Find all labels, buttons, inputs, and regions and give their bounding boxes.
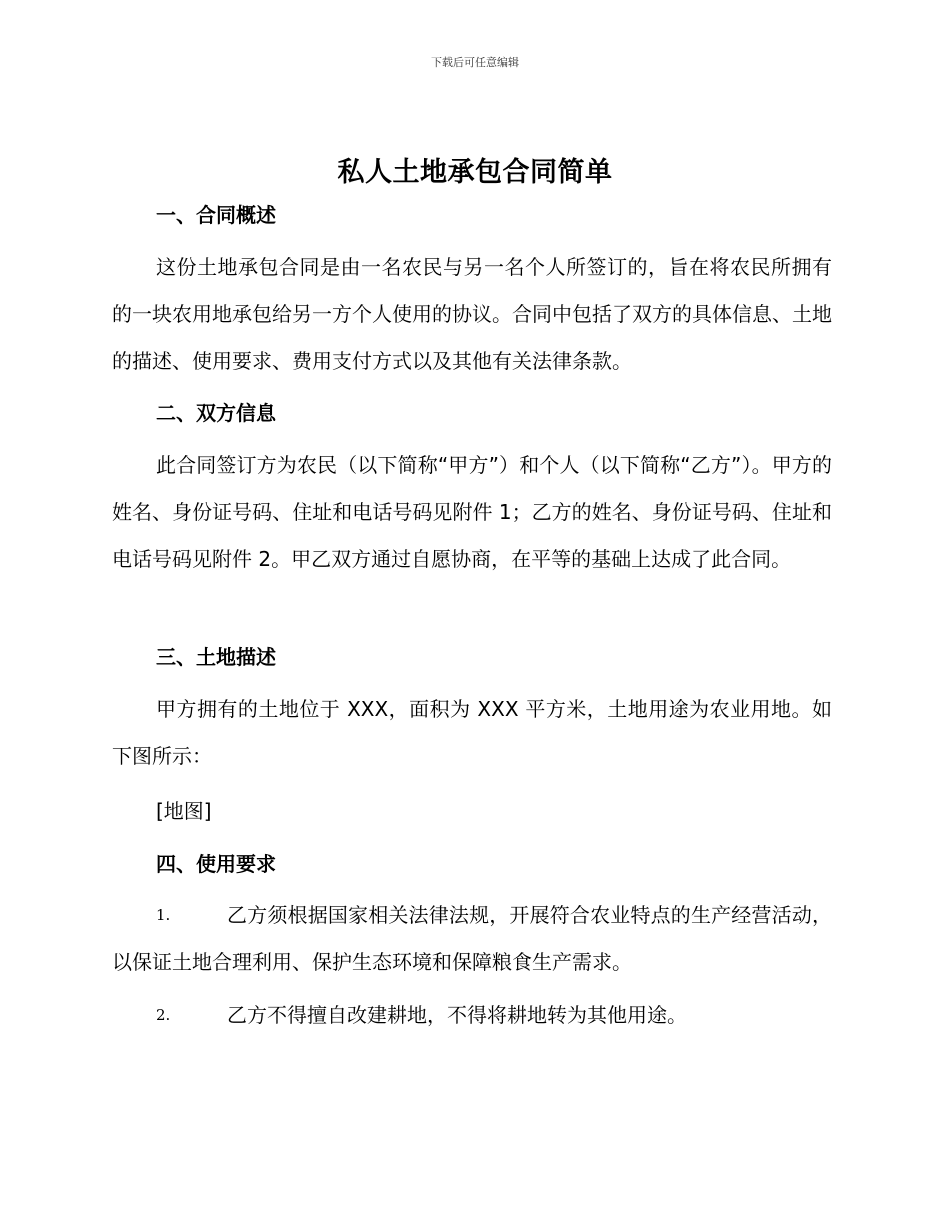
header-note: 下载后可任意编辑 xyxy=(431,56,519,69)
section-heading-land: 三、土地描述 xyxy=(156,645,276,669)
list-item-number: 1. xyxy=(156,906,171,924)
map-placeholder: [地图] xyxy=(156,799,212,823)
list-item xyxy=(112,892,832,986)
section-paragraph-parties: 此合同签订方为农民（以下简称“甲方”）和个人（以下简称“乙方”）。甲方的姓名、身份证号码、住址和电话号码见附件 1；乙方的姓名、身份证号码、住址和电话号码见附件 2。甲乙双方通过自愿协商，在平等的基础上达成了此合同。 xyxy=(112,453,832,571)
section-heading-usage: 四、使用要求 xyxy=(156,852,276,876)
list-item-text: 乙方不得擅自改建耕地，不得将耕地转为其他用途。 xyxy=(227,1003,687,1027)
section-paragraph-land: 甲方拥有的土地位于 XXX，面积为 XXX 平方米，土地用途为农业用地。如下图所示： xyxy=(112,697,832,768)
section-paragraph-overview: 这份土地承包合同是由一名农民与另一名个人所签订的，旨在将农民所拥有的一块农用地承包给另一方个人使用的协议。合同中包括了双方的具体信息、土地的描述、使用要求、费用支付方式以及其他有关法律条款。 xyxy=(112,255,832,373)
section-heading-overview: 一、合同概述 xyxy=(156,203,276,227)
list-item-text: 乙方须根据国家相关法律法规，开展符合农业特点的生产经营活动，以保证土地合理利用、保护生态环境和保障粮食生产需求。 xyxy=(112,903,832,974)
section-heading-parties: 二、双方信息 xyxy=(156,401,276,425)
document-title: 私人土地承包合同简单 xyxy=(337,157,613,188)
list-item-number: 2. xyxy=(156,1006,171,1024)
list-item xyxy=(112,992,832,1039)
